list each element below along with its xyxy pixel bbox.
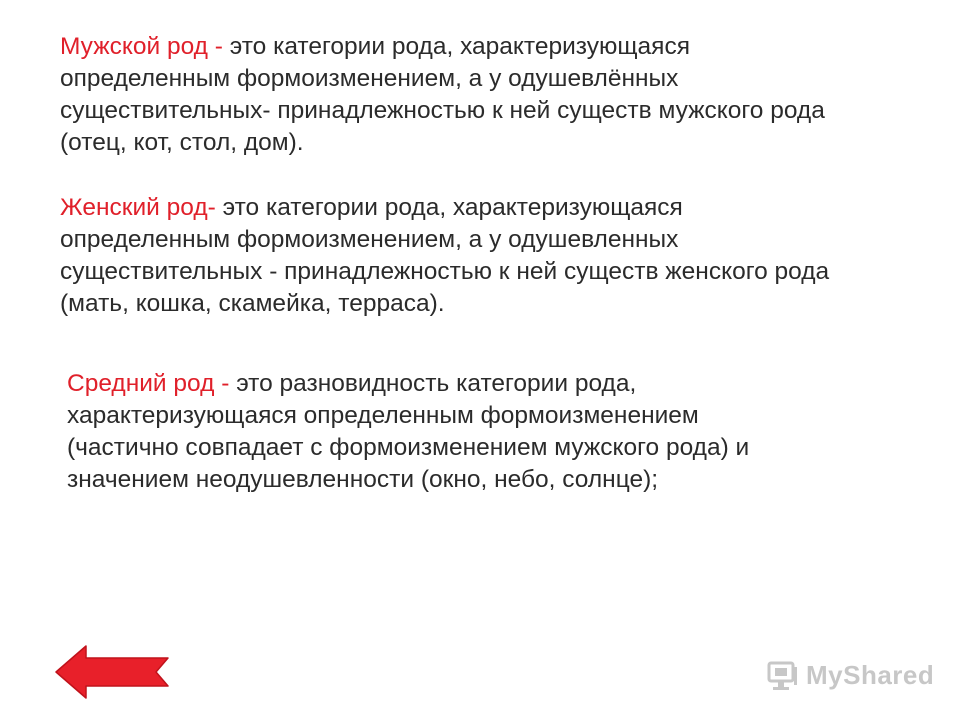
definition-examples: (отец, кот, стол, дом). [60,129,304,156]
definition-examples: (мать, кошка, скамейка, терраса). [60,290,445,317]
paragraph-line [60,31,825,63]
definition-text: это категории рода, характеризующаяся [222,33,690,60]
back-button[interactable] [52,644,174,700]
definition-masculine-gender [60,31,825,159]
definition-text: существительных - принадлежностью к ней существ женского рода [60,258,830,285]
definition-feminine-gender [60,192,829,320]
left-arrow-icon [52,644,174,700]
definition-text: характеризующаяся определенным формоизменением [67,402,699,429]
definition-text: определенным формоизменением, а у одушевленных [60,226,679,253]
definition-neuter-gender [67,368,749,496]
definition-text: (частично совпадает с формоизменением мужского рода) и [67,434,750,461]
definition-text: существительных- принадлежностью к ней существ мужского рода [60,97,825,124]
definition-examples: значением неодушевленности (окно, небо, солнце); [67,466,659,493]
watermark-text: MyShared [806,659,935,690]
term-masculine-gender: Мужской род - [60,33,223,60]
definition-text: это разновидность категории рода, [229,370,637,397]
watermark [766,655,934,695]
term-feminine-gender: Женский род- [60,194,216,221]
paragraph-line [67,368,749,400]
paragraph-line [60,192,829,224]
term-neuter-gender: Средний род - [67,370,230,397]
definition-text: это категории рода, характеризующаяся [215,194,683,221]
myshared-logo-icon [766,658,800,692]
definition-text: определенным формоизменением, а у одушевлённых [60,65,679,92]
